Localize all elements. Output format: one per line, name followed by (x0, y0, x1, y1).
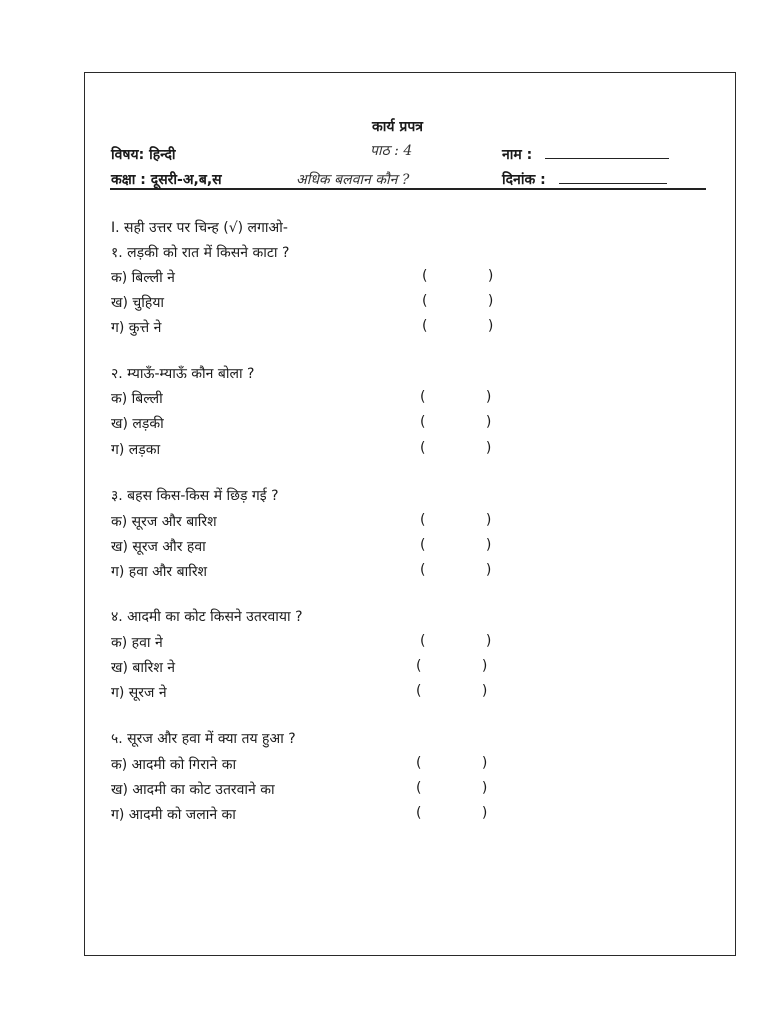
q4-option-b: ख) बारिश ने (111, 660, 176, 676)
header-divider (110, 188, 706, 190)
q4-option-b-answer-box[interactable]: ( ) (416, 658, 516, 674)
question-5: ५. सूरज और हवा में क्या तय हुआ ? (111, 731, 296, 747)
q2-option-b-answer-box[interactable]: ( ) (420, 414, 520, 430)
q2-option-a-answer-box[interactable]: ( ) (420, 389, 520, 405)
q1-option-c: ग) कुत्ते ने (111, 320, 162, 336)
q3-option-c: ग) हवा और बारिश (111, 564, 208, 580)
q1-option-b: ख) चुहिया (111, 295, 165, 311)
q3-option-c-answer-box[interactable]: ( ) (420, 562, 520, 578)
q2-option-c-answer-box[interactable]: ( ) (420, 440, 520, 456)
q3-option-b: ख) सूरज और हवा (111, 539, 206, 555)
worksheet-title: कार्य प्रपत्र (372, 119, 424, 135)
question-3: ३. बहस किस-किस में छिड़ गई ? (111, 488, 279, 504)
q4-option-c: ग) सूरज ने (111, 685, 167, 701)
subject-label: विषय: हिन्दी (111, 147, 176, 163)
q3-option-a-answer-box[interactable]: ( ) (420, 512, 520, 528)
q4-option-c-answer-box[interactable]: ( ) (416, 683, 516, 699)
q2-option-a: क) बिल्ली (111, 391, 163, 407)
q2-option-c: ग) लड़का (111, 442, 161, 458)
q4-option-a-answer-box[interactable]: ( ) (420, 633, 520, 649)
q5-option-a: क) आदमी को गिराने का (111, 757, 237, 773)
q1-option-c-answer-box[interactable]: ( ) (422, 318, 522, 334)
chapter-title: अधिक बलवान कौन ? (296, 172, 410, 188)
name-field[interactable] (502, 145, 669, 164)
q5-option-c-answer-box[interactable]: ( ) (416, 805, 516, 821)
q5-option-a-answer-box[interactable]: ( ) (416, 755, 516, 771)
question-1: १. लड़की को रात में किसने काटा ? (111, 245, 290, 261)
q2-option-b: ख) लड़की (111, 416, 164, 432)
q5-option-b-answer-box[interactable]: ( ) (416, 780, 516, 796)
q3-option-b-answer-box[interactable]: ( ) (420, 537, 520, 553)
name-label: नाम : (502, 147, 533, 163)
q1-option-b-answer-box[interactable]: ( ) (422, 293, 522, 309)
q4-option-a: क) हवा ने (111, 635, 163, 651)
date-label: दिनांक : (502, 172, 546, 188)
date-field[interactable] (502, 170, 667, 189)
name-blank-line[interactable] (545, 158, 669, 159)
date-blank-line[interactable] (559, 183, 667, 184)
q3-option-a: क) सूरज और बारिश (111, 514, 217, 530)
class-label: कक्षा : दूसरी-अ,ब,स (111, 172, 222, 188)
instruction-text: I. सही उत्तर पर चिन्ह (√) लगाओ- (111, 220, 288, 236)
lesson-number: पाठ : 4 (370, 143, 413, 159)
question-4: ४. आदमी का कोट किसने उतरवाया ? (111, 609, 303, 625)
q5-option-b: ख) आदमी का कोट उतरवाने का (111, 782, 275, 798)
question-2: २. म्याऊँ-म्याऊँ कौन बोला ? (111, 366, 255, 382)
q5-option-c: ग) आदमी को जलाने का (111, 807, 236, 823)
q1-option-a-answer-box[interactable]: ( ) (422, 268, 522, 284)
q1-option-a: क) बिल्ली ने (111, 270, 175, 286)
